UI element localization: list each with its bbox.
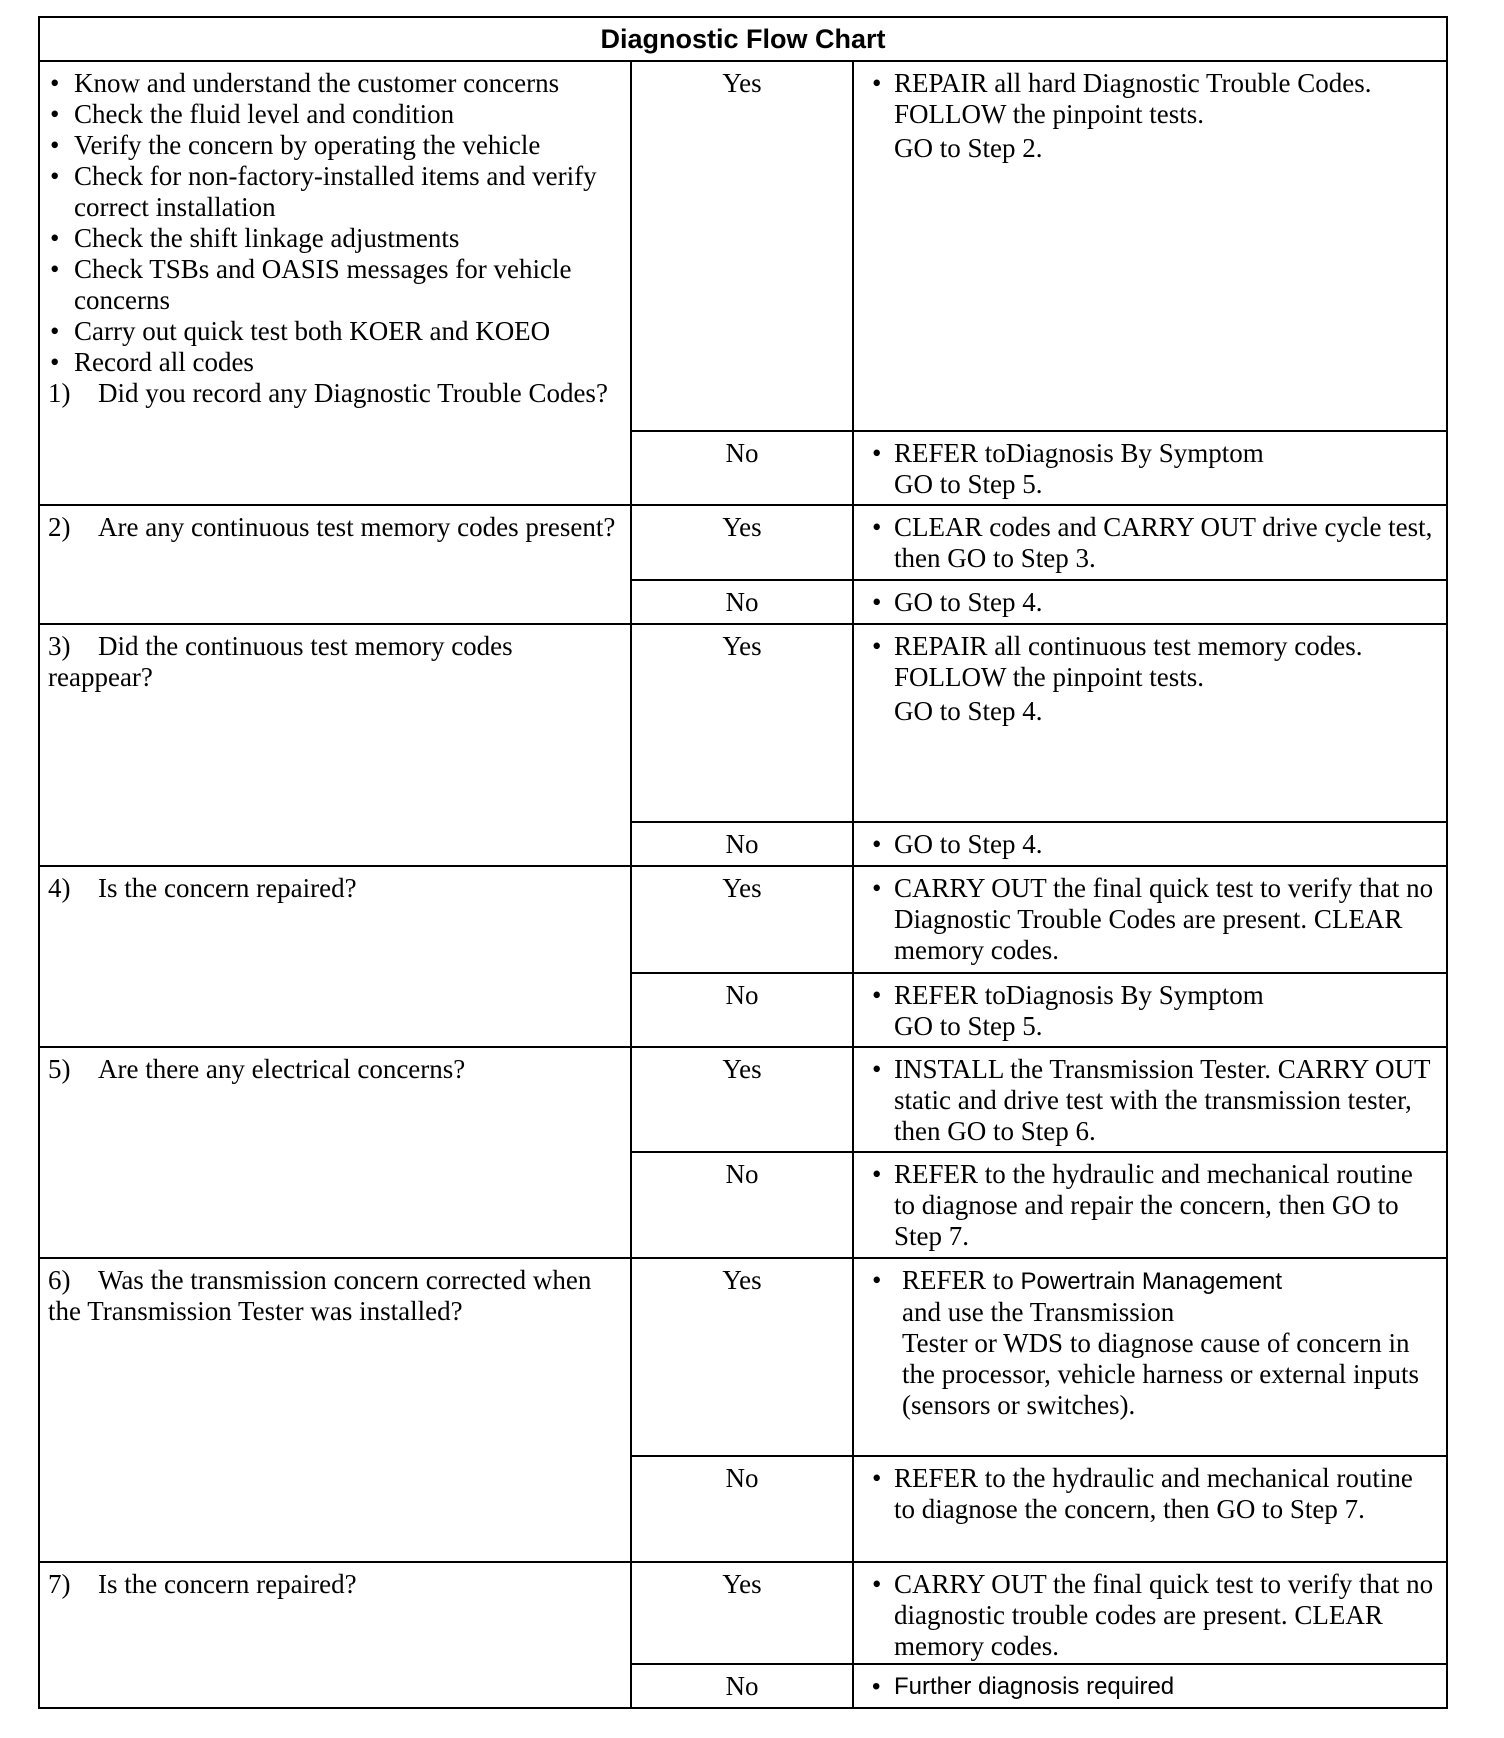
step-6-yes-row [39, 1258, 1447, 1456]
step-6-yes-action: • REFER to Powertrain Management and use the Transmission Tester or WDS to diagnose cause of concern in the processor, vehicle harness or external inputs (sensors or switches). [853, 1258, 1447, 1456]
step-1-no-label: No [631, 431, 853, 505]
step-7-yes-label: Yes [631, 1562, 853, 1664]
step-4-no-action: • REFER toDiagnosis By Symptom GO to Step 5. [853, 973, 1447, 1047]
step-5-question: 5) Are there any electrical concerns? [39, 1047, 631, 1258]
list-item: • Know and understand the customer concerns [48, 68, 622, 99]
step-3-no-label: No [631, 822, 853, 866]
step-1-yes-label: Yes [631, 61, 853, 431]
step-2-yes-row [39, 505, 1447, 580]
step-6-no-label: No [631, 1456, 853, 1562]
step-1-yes-action: • REPAIR all hard Diagnostic Trouble Codes. FOLLOW the pinpoint tests. GO to Step 2. [853, 61, 1447, 431]
step-3-question: 3) Did the continuous test memory codes reappear? [39, 624, 631, 866]
list-item: • Carry out quick test both KOER and KOEO [48, 316, 622, 347]
list-item: • Check the shift linkage adjustments [48, 223, 622, 254]
step-4-yes-action: • CARRY OUT the final quick test to verify that no Diagnostic Trouble Codes are present. CLEAR memory codes. [853, 866, 1447, 973]
step-1-question: 1) Did you record any Diagnostic Trouble Codes? [48, 378, 608, 408]
step-3-yes-row [39, 624, 1447, 822]
chart-title: Diagnostic Flow Chart [39, 17, 1447, 61]
step-2-yes-action: • CLEAR codes and CARRY OUT drive cycle test, then GO to Step 3. [853, 505, 1447, 580]
step-7-yes-row [39, 1562, 1447, 1664]
list-item: • Record all codes [48, 347, 622, 378]
step-2-no-action: • GO to Step 4. [853, 580, 1447, 624]
step-2-no-label: No [631, 580, 853, 624]
step-2-yes-label: Yes [631, 505, 853, 580]
step-5-yes-label: Yes [631, 1047, 853, 1152]
step-4-yes-label: Yes [631, 866, 853, 973]
step-3-no-action: • GO to Step 4. [853, 822, 1447, 866]
step-7-yes-action: • CARRY OUT the final quick test to verify that no diagnostic trouble codes are present. CLEAR memory codes. [853, 1562, 1447, 1664]
step-7-no-action: • Further diagnosis required [853, 1664, 1447, 1708]
diagnostic-flow-chart [38, 16, 1448, 1709]
step-4-no-label: No [631, 973, 853, 1047]
step-3-yes-label: Yes [631, 624, 853, 822]
step-4-question: 4) Is the concern repaired? [39, 866, 631, 1047]
step-4-yes-row [39, 866, 1447, 973]
step-5-yes-row [39, 1047, 1447, 1152]
step-7-question: 7) Is the concern repaired? [39, 1562, 631, 1708]
step-6-yes-label: Yes [631, 1258, 853, 1456]
list-item: • Check the fluid level and condition [48, 99, 622, 130]
step-5-no-label: No [631, 1152, 853, 1258]
title-row [39, 17, 1447, 61]
list-item: • Verify the concern by operating the vehicle [48, 130, 622, 161]
step-1-yes-row [39, 61, 1447, 431]
list-item: • Check TSBs and OASIS messages for vehicle concerns [48, 254, 622, 316]
step-1-question-cell [39, 61, 631, 505]
step-7-no-label: No [631, 1664, 853, 1708]
list-item: • Check for non-factory-installed items and verify correct installation [48, 161, 622, 223]
step-5-yes-action: • INSTALL the Transmission Tester. CARRY OUT static and drive test with the transmission tester, then GO to Step 6. [853, 1047, 1447, 1152]
step-6-question: 6) Was the transmission concern corrected when the Transmission Tester was installed? [39, 1258, 631, 1562]
step-6-no-action: • REFER to the hydraulic and mechanical routine to diagnose the concern, then GO to Step 7. [853, 1456, 1447, 1562]
step-5-no-action: • REFER to the hydraulic and mechanical routine to diagnose and repair the concern, then GO to Step 7. [853, 1152, 1447, 1258]
step-1-no-action: • REFER toDiagnosis By Symptom GO to Step 5. [853, 431, 1447, 505]
step-2-question: 2) Are any continuous test memory codes present? [39, 505, 631, 624]
step-3-yes-action: • REPAIR all continuous test memory codes. FOLLOW the pinpoint tests. GO to Step 4. [853, 624, 1447, 822]
